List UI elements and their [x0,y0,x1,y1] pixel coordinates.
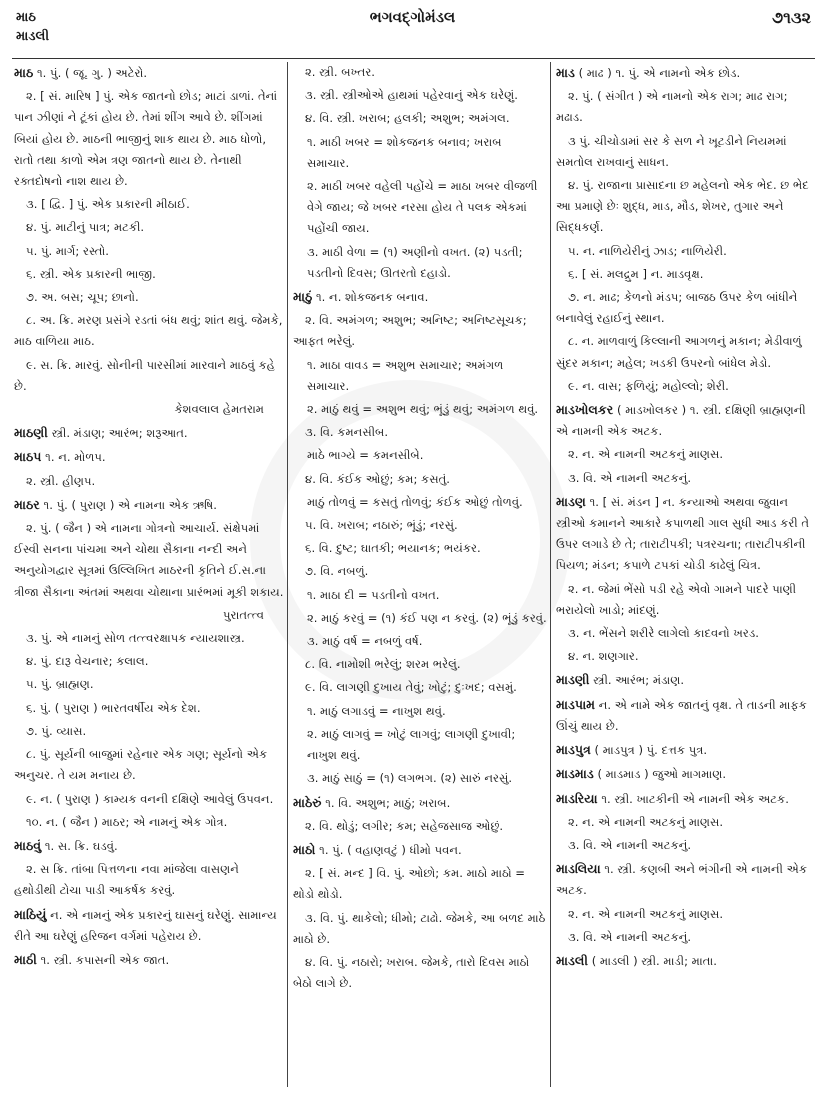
headword: માડણ [556,493,586,509]
dictionary-entry [556,491,814,577]
sense-definition [293,952,547,994]
headword: માડમાડ [556,766,594,782]
dictionary-entry [556,788,814,810]
definition-text: ૬. સ્ત્રી. એક પ્રકારની ભાજી. [26,266,156,281]
definition-text: ૩. માઠું વર્ષ = નબળું વર્ષ. [307,634,423,649]
definition-text: ૨. વિ. અમંગળ; અશુભ; અનિષ્ટ; અનિષ્ટસૂચક; આફત ભરેલું. [293,313,527,349]
definition-text: ૯. ન. ( પુરાણ ) કામ્યક વનની દક્ષિણે આવેલું ઉપવન. [26,791,274,806]
dictionary-entry [556,739,814,761]
sense-definition [14,194,284,215]
column-3 [556,62,814,1087]
sense-definition [293,62,547,83]
definition-text: ૩. વિ. એ નામની અટકનું. [568,470,692,485]
column-2 [293,62,547,1087]
definition-text: ૫. ન. નાળિયેરીનું ઝાડ; નાળિયેરી. [568,243,727,258]
source-credit [14,605,284,626]
definition-text: ૨. માઠું કરવું = (૧) કંઈ પણ ન કરવું. (૨) ભૂંડું કરવું. [307,610,547,625]
sense-definition [556,623,814,644]
sense-definition [14,518,284,603]
definition-text: ૨. સ ક્રિ. તાંબા પિત્તળના નવા માંજેલા વાસણને હથોડીથી ટોચા પાડી આકર્ષક કરવું. [14,862,239,898]
sense-definition [556,812,814,833]
definition-text: ( માડખોલકર ) ૧. સ્ત્રી. દક્ષિણી બ્રાહ્મણની એ નામની એક અટક. [556,403,806,439]
headword: માડલી [556,952,589,968]
sense-definition [293,677,547,698]
definition-text: ૪. પું. માટીનું પાત્ર; મટકી. [26,220,145,235]
definition-text: ૪. વિ. સ્ત્રી. ખરાબ; હલકી; અશુભ; અમંગલ. [305,111,510,126]
guide-word-first: માઠ [16,10,36,25]
definition-text: ૩. વિ. કમનસીબ. [305,425,389,440]
dictionary-title: ભગવદ્ગોમંડલ [369,8,456,26]
page-header [0,6,825,46]
idiom-example [293,631,547,652]
definition-text: ૩. વિ. પું. થાકેલો; ધીમો; ટાઢો. જેમકે, આ બળદ માઠે માઠો છે. [293,910,546,946]
idiom-example [293,585,547,606]
definition-text: ૧. વિ. અશુભ; માઠું; ખરાબ. [325,795,451,810]
headword: માઠો [293,841,316,857]
dictionary-entry [293,286,547,308]
dictionary-entry [556,669,814,691]
definition-text: ૧. પું. ( પુરાણ ) એ નામના એક ઋષિ. [43,497,217,512]
header-rule [12,58,815,59]
sense-definition [293,538,547,559]
definition-text: ૩. [ દ્વિ. ] પું. એક પ્રકારની મીઠાઈ. [26,197,190,212]
dictionary-entry [14,494,284,516]
definition-text: ૭. ન. માઢ; કેળનો મંડપ; બાજઠ ઉપર કેળ બાંધીને બનાવેલું રહાઈનું સ્થાન. [556,290,798,326]
column-divider [287,62,288,1087]
sense-definition [293,654,547,675]
sense-definition [14,721,284,742]
definition-text: સ્ત્રી. મંડાણ; આરંભ; શરૂઆત. [51,426,188,441]
definition-text: માઠું તોળવું = કસતું તોળવું; કંઈક ઓછું તોળવું. [307,494,523,509]
idiom-example [293,399,547,420]
column-1 [14,62,284,1087]
headword: માડખોલકર [556,402,614,418]
definition-text: ૭. અ. બસ; ચૂપ; છાનો. [26,290,139,305]
sense-definition [556,175,814,239]
sense-definition [293,310,547,352]
definition-text: ૧. સ. ક્રિ. ઘડવું. [44,838,118,853]
idiom-example [293,242,547,284]
headword: માઠેરું [293,794,322,810]
dictionary-entry [556,950,814,972]
definition-text: ૪. પું. રાજાના પ્રાસાદના છ મહેલનો એક ભેદ. છ ભેદ આ પ્રમાણે છેઃ શુદ્ધ, માડ, મૌડ, શેખર, તુગાર અને સિદ્ધકર્ણ. [556,178,809,235]
sense-definition [14,287,284,308]
sense-definition [14,241,284,262]
dictionary-entry [14,62,284,84]
definition-text: ૮. વિ. નામોશી ભરેલું; શરમ ભરેલું. [305,657,461,672]
definition-text: ૧. પું. ( વહાણવટું ) ધીમો પવન. [319,842,462,857]
headword: માડણી [556,672,590,688]
sense-definition [14,812,284,833]
sense-definition [14,651,284,672]
sense-definition [556,287,814,329]
definition-text: ૩. પું. એ નામનું સોળ તત્ત્વરક્ષાપક ન્યાયશાસ્ત્ર. [26,631,245,646]
headword: માઠું [293,289,313,305]
definition-text: માઠે ભાગ્યે = કમનસીબે. [307,448,424,463]
definition-text: ૬. [ સં. મલદ્રુમ ] ન. માડવૃક્ષ. [568,266,704,281]
sense-definition [14,217,284,238]
definition-text: ન. એ નામનું એક પ્રકારનું ઘાસનું ઘરેણું. સામાન્ય રીતે આ ઘરેણું હરિજન વર્ગમાં પહેરાય છે. [14,907,277,943]
definition-text: પુરાતત્ત્વ [223,607,264,622]
idiom-example [293,355,547,397]
definition-text: ૧. માઠી ખબર = શોકજનક બનાવ; ખરાબ સમાચાર. [307,134,502,170]
definition-text: ૧. માઠા વાવડ = અશુભ સમાચાર; અમંગળ સમાચાર. [307,357,504,393]
definition-text: ૧૦. ન. ( જૈન ) માઠર; એ નામનું એક ગોત્ર. [26,814,228,829]
definition-text: ૨. માઠું લાગવું = ખોટું લાગવું; લાગણી દુખાવી; નાખુશ થવું. [307,726,516,763]
dictionary-entry [556,399,814,442]
sense-definition [556,264,814,285]
sense-definition [14,744,284,786]
definition-text: ( માઢ ) ૧. પું. એ નામનો એક છોડ. [578,66,741,80]
definition-text: ૯. વિ. લાગણી દુખાય તેવું; ખોટું; દુઃખદ; વસમું. [305,680,517,695]
definition-text: ૫. પું. બ્રાહ્મણ. [26,677,94,692]
headword: માઠર [14,496,40,512]
definition-text: ૨. સ્ત્રી. બખ્તર. [305,65,375,79]
definition-text: ૨. માઠું થવું = અશુભ થવું; ભૂંડું થવું; અમંગળ થવું. [307,402,539,417]
definition-text: ૩. વિ. એ નામની અટકનું. [568,837,692,852]
definition-text: ૨. [ સં. મારિષ ] પું. એક જાતનો છોડ; માટાં ડાળાં. તેનાં પાન ઝીણાં ને ટૂંકાં હોય છે. તેમાં શીંગ આવે છે. શીંગમાં બિયાં હોય છે. માઠની ભાજીનું શાક થાય છે. માઠ ધોળો, રાતો તથા કાળો એમ ત્રણ જાતનો થાય છે. તેનાથી રક્તદોષનો નાશ થાય છે. [14,89,278,189]
dictionary-entry [293,792,547,814]
definition-text: ૬. પું. ( પુરાણ ) ભારતવર્ષીય એક દેશ. [26,700,201,715]
definition-text: ૨. [ સં. મન્દ ] વિ. પું. ઓછો; કમ. માઠો માઠો = થોડો થોડો. [293,866,525,902]
definition-text: ૩. ન. ભેંસને શરીરે લાગેલો કાદવનો ખરડ. [568,626,759,641]
sense-definition [556,331,814,373]
definition-text: ૨. ન. એ નામની અટકનું માણસ. [568,447,724,462]
sense-definition [14,674,284,695]
definition-text: ૪. ન. શણગાર. [568,649,639,664]
sense-definition [556,579,814,621]
idiom-example [293,445,547,466]
sense-definition [293,108,547,129]
definition-text: ૧. [ સં. મંડન ] ન. કન્યાઓ અથવા જુવાન સ્ત્રીઓ કમાનને આકારે કપાળથી ગાલ સુધી આડ કરી તે ઉપર લગાડે છે તે; તારાટીપકી; પત્રરચના; તારાટીપકીની પિયળ; મંડન; કપાળે ટપકાં ચોડી કાઢેલું ચિત્ર. [556,494,810,573]
headword: માઠ [14,65,34,80]
definition-text: ૩ પું. ચીચોડામાં સર કે સળ ને ખૂટડીને નિયમમાં સમતોલ રાખવાનું સાધન. [556,133,787,169]
definition-text: ૧. ન. મોળપ. [45,450,106,465]
headword: માડપામ [556,696,596,712]
sense-definition [556,468,814,489]
headword: માઠણી [14,425,48,441]
dictionary-entry [556,858,814,901]
sense-definition [14,310,284,352]
definition-text: ૨. પું. ( સંગીત ) એ નામનો એક રાગ; માઢ રાગ; મઢાડ. [556,89,788,125]
sense-definition [293,422,547,443]
definition-text: ૨. પું. ( જૈન ) એ નામના ગોત્રનો આચાર્ય. સંક્ષેપમાં ઈસ્વી સનના પાંચમા અને ચોથા સૈકાના નન્દી અને અનુયોગદ્વાર સૂત્રમાં ઉલ્લિખિત માઠરની કૃતિને ઈ.સ.ના ત્રીજા સૈકાના અંતમાં અથવા ચોથાના પ્રારંભમાં મૂકી શકાય. [14,521,284,599]
headword: માઠવું [14,837,42,853]
definition-text: ૫. વિ. ખરાબ; નઠારું; ભૂંડું; નરસું. [305,518,458,533]
definition-text: ૫. પું. માર્ગ; રસ્તો. [26,243,109,258]
definition-text: ( માડમાડ ) જુઓ માગમાણ. [597,767,727,782]
idiom-example [293,608,547,629]
sense-definition [293,908,547,950]
idiom-example [293,176,547,240]
guide-word-last: માડલી [16,29,50,44]
definition-text: ૧. સ્ત્રી. કપાસની એક જાત. [40,952,170,967]
sense-definition [14,789,284,810]
definition-text: ( માડલી ) સ્ત્રી. માડી; માતા. [591,953,717,968]
sense-definition [293,561,547,582]
sense-definition [293,469,547,490]
sense-definition [14,628,284,649]
definition-text: સ્ત્રી. આરંભ; મંડાણ. [593,673,685,688]
definition-text: ૬. વિ. દુષ્ટ; ઘાતકી; ભયાનક; ભયંકર. [305,541,481,556]
sense-definition [556,444,814,465]
definition-text: ૪. વિ. કંઈક ઓછું; કમ; કસતું. [305,471,450,486]
headword: માઠી [14,951,37,967]
definition-text: ૮. પું. સૂર્યની બાજુમાં રહેનાર એક ગણ; સૂર્યનો એક અનુચર. તે યમ મનાય છે. [14,747,268,783]
definition-text: ૯. સ. ક્રિ. મારવું. સોનીની પારસીમાં મારવાને માઠવું કહે છે. [14,357,275,393]
definition-text: ૨. સ્ત્રી. હીણપ. [26,473,96,488]
column-divider [550,62,551,1087]
definition-text: ૮. ન. માળવાળું કિલ્લાની આગળનું મકાન; મેડીવાળું સુંદર મકાન; મહેલ; ખડકી ઉપરનો બાંધેલ મેડો. [556,334,802,370]
headword: માઠપ [14,449,42,465]
definition-text: ૯. ન. વાસ; ફળિયું; મહોલ્લો; શેરી. [568,378,729,393]
dictionary-entry [556,694,814,737]
definition-text: ૨. ન. એ નામની અટકનું માણસ. [568,906,724,921]
definition-text: ૧. ન. શોકજનક બનાવ. [316,290,429,305]
sense-definition [14,355,284,397]
dictionary-entry [14,949,284,971]
headword: માડલિયા [556,861,601,877]
definition-text: ૮. અ. ક્રિ. મરણ પ્રસંગે રડતાં બંધ થવું; શાંત થવું. જેમકે, માઠ વાળિયા માઠ. [14,313,283,349]
page-number: ૭૧૩૨ [771,8,811,27]
dictionary-entry [556,62,814,84]
headword: માડરિયા [556,790,598,806]
sense-definition [14,698,284,719]
idiom-example [293,768,547,789]
sense-definition [14,859,284,901]
definition-text: ૧. સ્ત્રી. કણબી અને ભંગીની એ નામની એક અટક. [556,862,808,898]
definition-text: ૨. માઠી ખબર વહેલી પહોંચે = માઠા ખબર વીજળી વેગે જાય; જે ખબર નરસા હોય તે પલક એકમાં પહોંચી જાય. [307,179,538,236]
definition-text: ( માડપુત્ર ) પું. દત્તક પુત્ર. [594,743,708,758]
sense-definition [556,646,814,667]
definition-text: ૪. પું. દારૂ વેચનાર; કલાલ. [26,654,149,669]
definition-text: ન. એ નામે એક જાતનું વૃક્ષ. તે તાડની માફક ઊંચું થાય છે. [556,697,807,733]
headword: માડપુત્ર [556,742,591,758]
sense-definition [293,816,547,837]
definition-text: ૪. વિ. પું. નઠારો; ખરાબ. જેમકે, તારો દિવસ માઠો બેઠો લાગે છે. [293,954,530,991]
idiom-example [293,492,547,513]
idiom-example [293,132,547,174]
headword: માડ [556,65,575,80]
source-credit [14,399,284,420]
dictionary-entry [14,422,284,444]
definition-text: ૨. ન. એ નામની અટકનું માણસ. [568,814,724,829]
idiom-example [293,724,547,766]
definition-text: ૭. પું. વ્યાસ. [26,723,87,738]
definition-text: ૩. સ્ત્રી. સ્ત્રીઓએ હાથમાં પહેરવાનું એક ઘરેણું. [305,88,518,103]
sense-definition [556,86,814,128]
sense-definition [556,904,814,925]
definition-text: ૧. માઠા દી = પડતીનો વખત. [307,587,440,602]
definition-text: ૭. વિ. નબળું. [305,564,369,579]
sense-definition [556,835,814,856]
sense-definition [14,264,284,285]
sense-definition [556,241,814,262]
dictionary-entry [14,446,284,468]
headword: માઠિયું [14,906,47,922]
sense-definition [556,131,814,173]
sense-definition [556,376,814,397]
sense-definition [293,863,547,905]
definition-text: ૨. વિ. થોડું; લગીર; કમ; સહેજસાજ ઓછું. [305,818,504,833]
sense-definition [14,471,284,492]
dictionary-entry [14,835,284,857]
sense-definition [14,86,284,192]
idiom-example [293,701,547,722]
definition-text: ૧. સ્ત્રી. ખાટકીની એ નામની એક અટક. [601,791,789,806]
dictionary-entry [556,763,814,785]
definition-text: ૩. માઠું સાઠું = (૧) લગભગ. (૨) સારું નરસું. [307,771,513,786]
sense-definition [556,927,814,948]
dictionary-entry [293,839,547,861]
definition-text: કેશવલાલ હેમતરામ [174,402,264,417]
sense-definition [293,515,547,536]
definition-text: ૧. પું. ( જૂ. ગુ. ) અટેરો. [37,66,148,80]
sense-definition [293,85,547,106]
definition-text: ૩. માઠી વેળા = (૧) અણીનો વખત. (૨) પડતી; પડતીનો દિવસ; ઊતરતો દહાડો. [307,244,523,280]
definition-text: ૩. વિ. એ નામની અટકનું. [568,929,692,944]
dictionary-entry [14,904,284,947]
definition-text: ૨. ન. જેમાં ભેંસો પડી રહે એવો ગામને પાદરે પાણી ભરાયેલો ખાડો; માંદણું. [556,581,797,617]
definition-text: ૧. માઠું લગાડવું = નાખુશ થવું. [307,703,446,718]
